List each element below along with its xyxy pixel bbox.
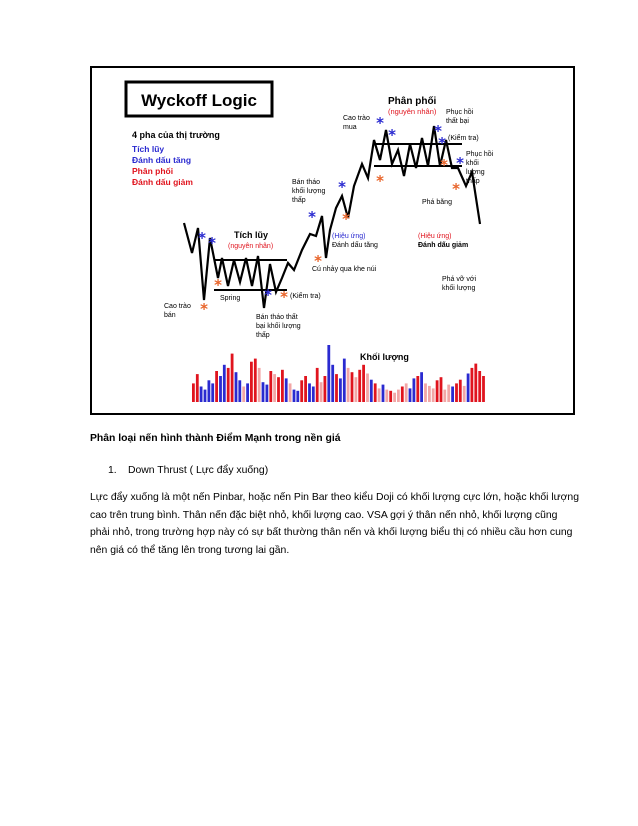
star-icon: * [208,234,216,252]
volume-bar [196,374,199,402]
volume-bar [242,387,245,403]
phase-markdown: Đánh dấu giảm [132,177,193,187]
label-sell-low-2: khối lượng [292,188,326,195]
price-path [184,126,480,308]
label-test-bottom: (Kiểm tra) [290,293,321,300]
star-icon: * [200,300,208,318]
volume-bar [204,390,207,402]
label-effect-markup-2: Đánh dấu tăng [332,242,378,249]
star-icon: * [388,126,396,144]
volume-bar [393,393,396,402]
volume-bar [246,383,249,402]
star-icon: * [314,252,322,270]
volume-bar [366,374,369,403]
star-icon: * [198,229,206,247]
volume-bar [432,388,435,402]
label-break-volume-1: Phá vỡ với [442,276,477,283]
paragraph-line: Lực đẩy xuống là một nến Pinbar, hoặc nến Pin Bar theo kiểu Doji có khối lượng cực lớn, hoặc khối lượng [90,492,579,503]
star-icon: * [434,122,442,140]
wyckoff-logic-figure [90,66,575,415]
volume-bar [269,371,272,402]
volume-bar [351,372,354,402]
volume-bar [451,387,454,403]
paragraph-line: cao trên trung bình. Thân nến đặc biệt nhỏ, khối lượng cao. VSA gợi ý thân nến nhỏ, khối lượng cũng [90,509,558,521]
star-icon: * [456,154,464,172]
volume-bar [382,385,385,402]
volume-bar [355,377,358,402]
paragraph-line: phải nhỏ, trong trường hợp này có sự bất thường thân nến và khối lượng biểu thị có nhiều cầu hơn cung [90,527,573,538]
label-breakdown: Phá băng [422,199,452,206]
label-test-top: (Kiểm tra) [448,135,479,142]
list-item [108,463,268,478]
label-effect-markup-1: (Hiệu ứng) [332,233,366,240]
volume-bar [463,386,466,402]
list-item-number: 1. [108,465,117,476]
volume-bar [397,390,400,402]
volume-bar [289,383,292,402]
volume-bar [235,372,238,402]
volume-bar [312,387,315,403]
star-icon: * [376,172,384,190]
label-climax-sell-1: Cao trào [164,303,191,310]
list-item-text: Down Thrust ( Lực đẩy xuống) [128,465,269,476]
volume-bar [474,364,477,402]
volume-bar [331,365,334,402]
volume-bar [250,362,253,402]
body-paragraph [90,489,590,559]
volume-bar [304,376,307,402]
phases-heading: 4 pha của thị trường [132,130,220,140]
label-spring: Spring [220,295,241,302]
volume-bar [324,376,327,402]
volume-bar [447,385,450,402]
label-recovery-3: lượng [466,169,485,176]
volume-bar [347,368,350,402]
star-icon: * [452,180,460,198]
volume-bar [219,376,222,402]
volume-bar [420,372,423,402]
wyckoff-diagram [92,68,573,413]
volume-bar [277,377,280,402]
label-effect-markdown-2: Đánh dấu giảm [418,242,469,249]
volume-bar [327,345,330,402]
volume-bar [281,370,284,402]
volume-bar [285,378,288,402]
volume-bar [343,359,346,402]
label-sell-low-1: Bán tháo [292,179,321,186]
volume-bar [370,380,373,402]
volume-bar [362,365,365,402]
volume-bar [482,376,485,402]
star-icon: * [376,114,384,132]
volume-bar [266,385,269,402]
volume-bar [262,382,265,402]
volume-bar [405,383,408,402]
volume-bar [471,368,474,402]
label-effect-markdown-1: (Hiệu ứng) [418,233,452,240]
volume-bar [223,365,226,402]
volume-bar [231,354,234,402]
volume-bar [300,380,303,402]
star-icon: * [438,134,446,152]
volume-bar [215,371,218,402]
phase-accumulation: Tích lũy [132,144,165,154]
phase-distribution: Phân phối [132,166,174,176]
label-accumulation: Tích lũy [234,230,269,240]
label-upthrust-1: Phục hồi [446,109,474,116]
volume-bar [208,380,211,402]
label-climax-sell-2: bán [164,312,176,319]
label-shakeout-3: thấp [256,332,270,339]
label-recovery-1: Phục hồi [466,151,494,158]
star-icon: * [214,276,222,294]
volume-bar [293,390,296,402]
star-icon: * [264,286,272,304]
label-shakeout-1: Bán tháo thất [256,314,298,321]
volume-bar [413,378,416,402]
volume-bar [339,378,342,402]
label-jump-creek: Cú nhảy qua khe núi [312,266,377,273]
volume-bar [436,380,439,402]
star-icon: * [308,208,316,226]
star-icon: * [280,288,288,306]
label-volume: Khối lượng [360,352,409,362]
label-sell-low-3: thấp [292,197,306,204]
label-recovery-2: khối [466,160,479,167]
star-icon: * [338,178,346,196]
star-icon: * [440,156,448,174]
star-icon: * [342,210,350,228]
volume-bar [273,374,276,402]
label-upthrust-2: thất bại [446,118,469,125]
volume-bar [378,388,381,402]
volume-bar [428,386,431,402]
volume-bar [296,391,299,402]
volume-bar [459,380,462,402]
volume-bar [227,368,230,402]
volume-bars [192,345,485,402]
label-shakeout-2: bại khối lượng [256,323,301,330]
volume-bar [320,382,323,402]
volume-bar [440,377,443,402]
label-distribution: Phân phối [388,96,437,107]
paragraph-line: nên giá có thể tăng lên trong tương lai gần. [90,544,290,556]
volume-bar [424,383,427,402]
label-break-volume-2: khối lượng [442,285,476,292]
volume-bar [335,374,338,402]
label-climax-buy-2: mua [343,124,357,131]
section-caption: Phân loại nến hình thành Điểm Mạnh trong nền giá [90,433,341,444]
volume-bar [443,390,446,402]
label-distribution-cause: (nguyên nhân) [388,107,437,116]
label-climax-buy-1: Cao trào [343,115,370,122]
volume-bar [401,387,404,403]
volume-bar [409,388,412,402]
volume-bar [211,383,214,402]
volume-bar [316,368,319,402]
phase-markup: Đánh dấu tăng [132,155,192,165]
label-recovery-4: thấp [466,178,480,185]
volume-bar [200,387,203,403]
volume-bar [254,359,257,402]
volume-bar [416,376,419,402]
figure-title: Wyckoff Logic [141,91,257,110]
volume-bar [192,383,195,402]
volume-bar [358,370,361,402]
volume-bar [389,391,392,402]
volume-bar [238,380,241,402]
volume-bar [308,383,311,402]
volume-bar [455,383,458,402]
volume-bar [478,371,481,402]
volume-bar [385,390,388,402]
volume-bar [467,374,470,403]
volume-bar [258,368,261,402]
volume-bar [374,383,377,402]
label-accumulation-cause: (nguyên nhân) [228,243,274,250]
